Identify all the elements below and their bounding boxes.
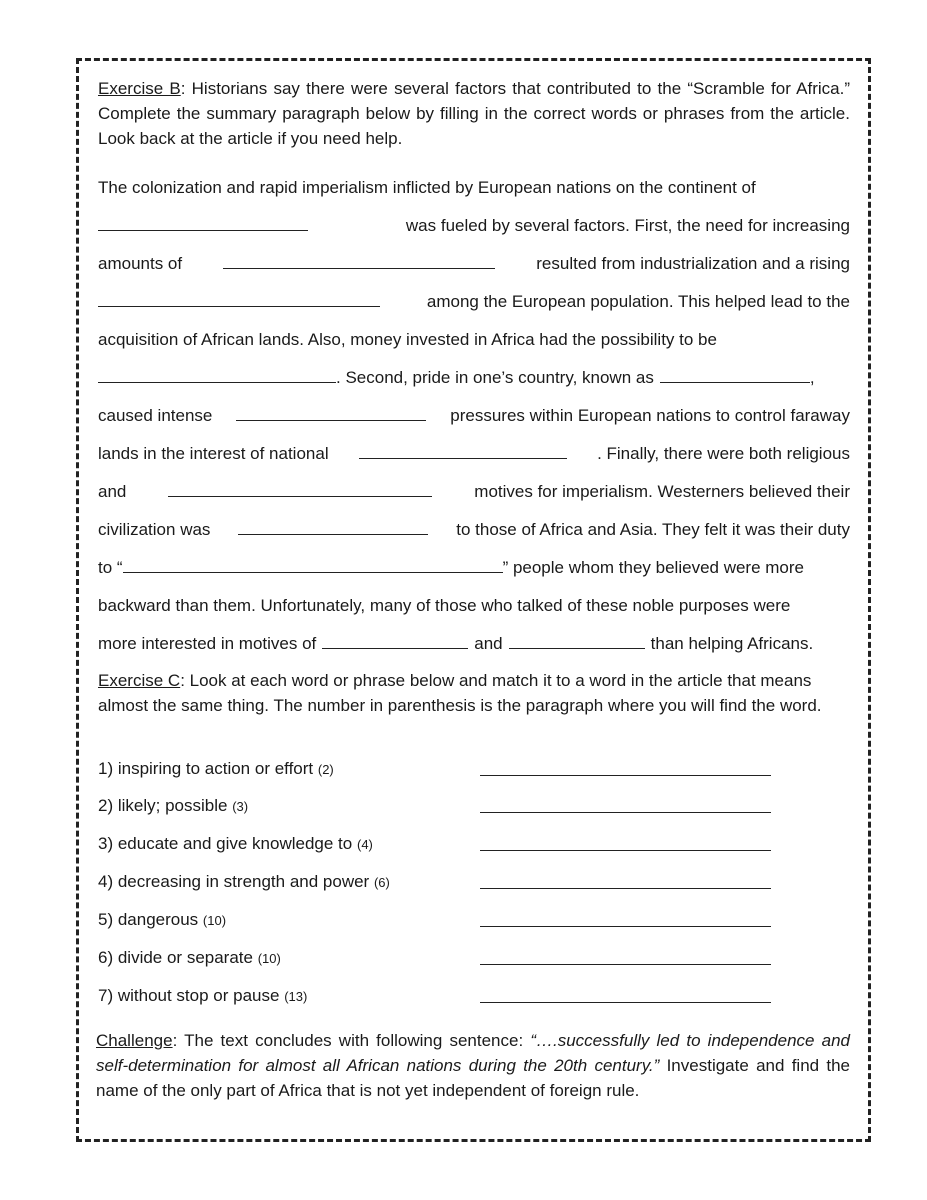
vocab-answer-line-5[interactable]: [480, 926, 771, 927]
line-text: ,: [809, 368, 815, 387]
vocab-answer-line-2[interactable]: [480, 812, 771, 813]
paragraph-ref: (4): [356, 837, 373, 852]
paragraph-ref: (3): [232, 799, 249, 814]
paragraph-line-5: [98, 328, 850, 352]
paragraph-line-8: [98, 442, 850, 466]
vocab-answer-line-3[interactable]: [480, 850, 771, 851]
line-text: than helping Africans.: [650, 634, 814, 653]
line-text: motives for imperialism. Westerners believed their: [474, 482, 850, 501]
answer-blank[interactable]: [98, 368, 336, 383]
paragraph-line-10: [98, 518, 850, 542]
paragraph-ref: (13): [284, 989, 308, 1004]
line-text: . Finally, there were both religious: [597, 444, 850, 463]
line-text: The colonization and rapid imperialism inflicted by European nations on the continent of: [98, 178, 756, 197]
answer-blank[interactable]: [168, 482, 432, 497]
line-text: and: [474, 634, 503, 653]
paragraph-line-3: [98, 252, 850, 276]
vocab-answer-line-4[interactable]: [480, 888, 771, 889]
line-text: acquisition of African lands. Also, money invested in Africa had the possibility to be: [98, 330, 717, 349]
challenge-quote: “….successfully led to independence and self-determination for almost all African nations during the 20th century.”: [96, 1031, 850, 1075]
paragraph-ref: (2): [317, 762, 334, 777]
vocab-answer-line-1[interactable]: [480, 775, 771, 776]
exercise-c-instructions: [98, 668, 850, 718]
line-text: and: [98, 482, 127, 501]
paragraph-line-7: [98, 404, 850, 428]
vocab-item-7: [98, 984, 478, 1009]
line-text: pressures within European nations to control faraway: [450, 406, 850, 425]
answer-blank[interactable]: [660, 368, 810, 383]
line-text: resulted from industrialization and a rising: [536, 254, 850, 273]
line-text: among the European population. This helped lead to the: [426, 292, 850, 311]
exercise-b-instructions-text: : Historians say there were several factors that contributed to the “Scramble for Africa.” Complete the summary paragraph below by filling in the correct words or phrases from the article. Look back at the article if you need help.: [98, 79, 850, 148]
vocab-item-text: 4) decreasing in strength and power: [98, 872, 370, 891]
exercise-b-instructions: [98, 76, 850, 151]
vocab-item-6: [98, 946, 478, 971]
answer-blank[interactable]: [509, 634, 645, 649]
line-text: caused intense: [98, 406, 213, 425]
line-text: more interested in motives of: [98, 634, 317, 653]
vocab-item-4: [98, 870, 478, 895]
paragraph-line-4: [98, 290, 850, 314]
answer-blank[interactable]: [98, 292, 380, 307]
vocab-item-2: [98, 794, 478, 819]
exercise-c-label: Exercise C: [98, 671, 181, 690]
answer-blank[interactable]: [223, 254, 495, 269]
line-text: lands in the interest of national: [98, 444, 329, 463]
paragraph-line-12: [98, 594, 850, 618]
vocab-item-text: 7) without stop or pause: [98, 986, 280, 1005]
line-text: . Second, pride in one’s country, known as: [336, 368, 654, 387]
vocab-answer-line-6[interactable]: [480, 964, 771, 965]
paragraph-line-2: [98, 214, 850, 238]
line-text: backward than them. Unfortunately, many of those who talked of these noble purposes were: [98, 596, 791, 615]
vocab-answer-line-7[interactable]: [480, 1002, 771, 1003]
answer-blank[interactable]: [238, 520, 428, 535]
vocab-item-text: 5) dangerous: [98, 910, 199, 929]
paragraph-ref: (6): [373, 875, 390, 890]
answer-blank[interactable]: [123, 558, 503, 573]
line-text: ” people whom they believed were more: [502, 558, 804, 577]
exercise-b-label: Exercise B: [98, 79, 181, 98]
vocab-item-1: [98, 757, 478, 782]
answer-blank[interactable]: [359, 444, 567, 459]
paragraph-line-13: [98, 632, 850, 656]
line-text: to “: [98, 558, 123, 577]
vocab-item-text: 1) inspiring to action or effort: [98, 759, 314, 778]
paragraph-ref: (10): [202, 913, 227, 928]
line-text: amounts of: [98, 254, 183, 273]
paragraph-line-6: [98, 366, 850, 390]
challenge-section: [96, 1028, 850, 1103]
challenge-task: Investigate and find the name of the only part of Africa that is not yet independent of foreign rule.: [96, 1056, 850, 1100]
exercise-c-instructions-text: : Look at each word or phrase below and match it to a word in the article that means almost the same thing. The number in parenthesis is the paragraph where you will find the word.: [98, 671, 822, 715]
challenge-label: Challenge: [96, 1031, 173, 1050]
paragraph-ref: (10): [257, 951, 281, 966]
vocab-item-text: 2) likely; possible: [98, 796, 228, 815]
vocab-item-5: [98, 908, 478, 933]
paragraph-line-11: [98, 556, 850, 580]
line-text: civilization was: [98, 520, 211, 539]
vocab-item-text: 3) educate and give knowledge to: [98, 834, 353, 853]
line-text: was fueled by several factors. First, the need for increasing: [405, 216, 850, 235]
challenge-intro: : The text concludes with following sentence:: [172, 1031, 531, 1050]
paragraph-line-9: [98, 480, 850, 504]
paragraph-line-1: [98, 176, 850, 200]
vocab-item-text: 6) divide or separate: [98, 948, 253, 967]
answer-blank[interactable]: [322, 634, 468, 649]
answer-blank[interactable]: [236, 406, 426, 421]
vocab-item-3: [98, 832, 478, 857]
line-text: to those of Africa and Asia. They felt it was their duty: [456, 520, 850, 539]
answer-blank[interactable]: [98, 216, 308, 231]
